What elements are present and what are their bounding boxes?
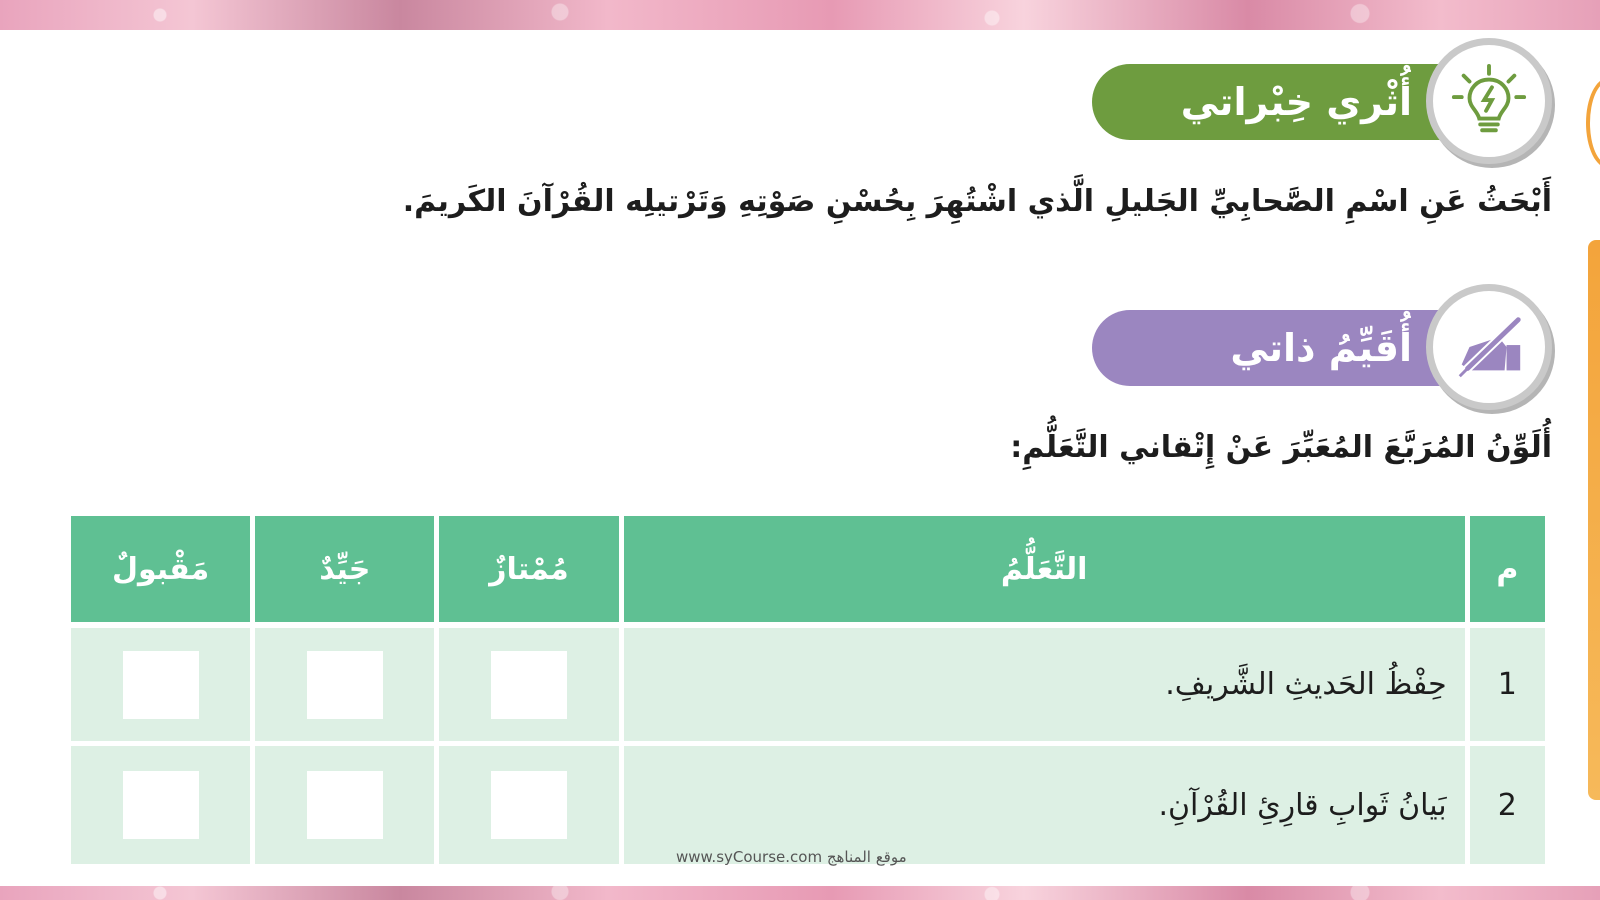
- self-assessment-table: [66, 516, 1550, 864]
- table-header-row: [71, 516, 1545, 628]
- header-good: جَيِّدٌ: [255, 516, 434, 628]
- excellent-cell: [439, 746, 618, 864]
- row-number: 2: [1470, 746, 1545, 864]
- self-assess-section-header: [1092, 276, 1552, 404]
- rating-box-acceptable[interactable]: [123, 651, 199, 719]
- header-learning: التَّعَلُّمُ: [624, 516, 1465, 628]
- pencil-writing-icon: [1426, 284, 1552, 410]
- row-learning: بَيانُ ثَوابِ قارِئِ القُرْآنِ.: [624, 746, 1465, 864]
- side-decoration-arc: [1586, 78, 1600, 168]
- good-cell: [255, 628, 434, 746]
- table-row: [71, 746, 1545, 864]
- header-acceptable: مَقْبولٌ: [71, 516, 250, 628]
- row-learning: حِفْظُ الحَديثِ الشَّريفِ.: [624, 628, 1465, 746]
- site-watermark: www.syCourse.com موقع المناهج: [676, 848, 907, 866]
- enrich-title: أُثْري خِبْراتي: [1180, 80, 1412, 124]
- self-assess-title: أُقَيِّمُ ذاتي: [1230, 326, 1412, 370]
- enrich-prompt: أَبْحَثُ عَنِ اسْمِ الصَّحابِيِّ الجَليلِ الَّذي اشْتُهِرَ بِحُسْنِ صَوْتِهِ وَتَرْتيلِه القُرْآنَ الكَريمَ.: [402, 184, 1552, 219]
- self-assess-prompt: أُلَوِّنُ المُرَبَّعَ المُعَبِّرَ عَنْ إِتْقاني التَّعَلُّمِ:: [1010, 430, 1552, 465]
- lightbulb-icon: [1426, 38, 1552, 164]
- table-row: [71, 628, 1545, 746]
- good-cell: [255, 746, 434, 864]
- floral-bottom-border: [0, 886, 1600, 900]
- header-excellent: مُمْتازٌ: [439, 516, 618, 628]
- side-decoration-strip: [1588, 240, 1600, 800]
- floral-top-border: [0, 0, 1600, 30]
- acceptable-cell: [71, 628, 250, 746]
- excellent-cell: [439, 628, 618, 746]
- rating-box-acceptable[interactable]: [123, 771, 199, 839]
- rating-box-excellent[interactable]: [491, 771, 567, 839]
- rating-box-good[interactable]: [307, 771, 383, 839]
- rating-box-good[interactable]: [307, 651, 383, 719]
- acceptable-cell: [71, 746, 250, 864]
- enrich-section-header: [1092, 30, 1552, 158]
- rating-box-excellent[interactable]: [491, 651, 567, 719]
- header-number: م: [1470, 516, 1545, 628]
- row-number: 1: [1470, 628, 1545, 746]
